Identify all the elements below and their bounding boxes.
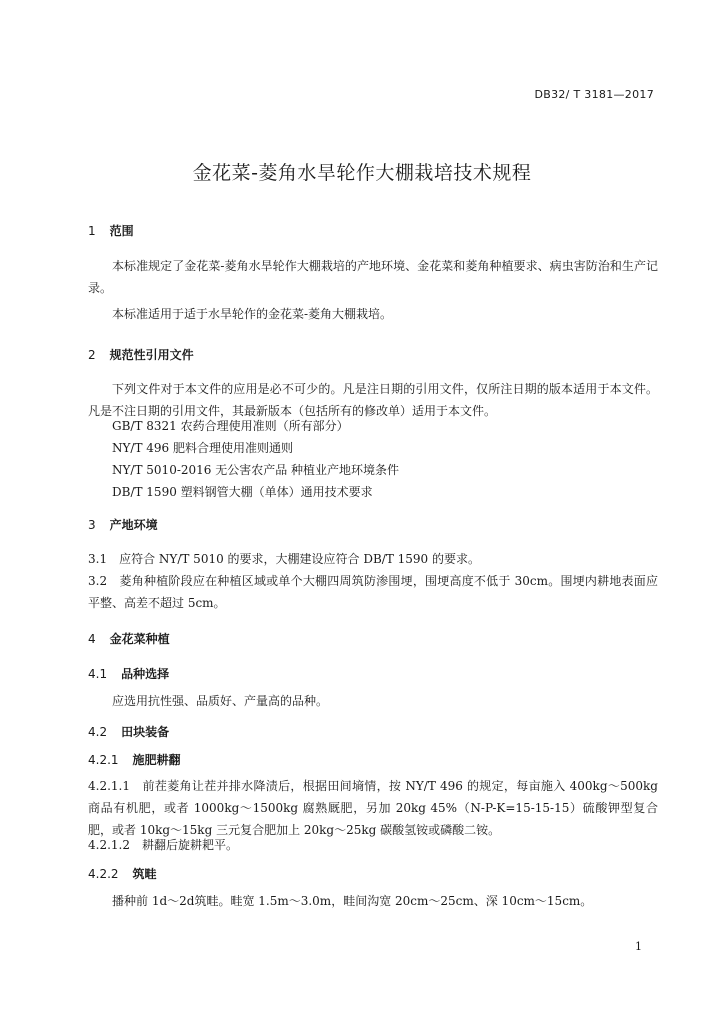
subsection-4-2-2-paragraph: 播种前 1d～2d筑畦。畦宽 1.5m～3.0m，畦间沟宽 20cm～25cm、深 10cm～15cm。: [112, 894, 593, 908]
page-number: 1: [635, 940, 642, 953]
section-2-heading: [88, 346, 194, 363]
subsection-title: 施肥耕翻: [132, 753, 181, 767]
reference-item: NY/T 496 肥料合理使用准则通则: [112, 441, 294, 455]
subsection-4-1-paragraph: 应选用抗性强、品质好、产量高的品种。: [112, 694, 329, 708]
subsection-title: 田块装备: [121, 725, 170, 739]
clause-3-2: 3.2 菱角种植阶段应在种植区域或单个大棚四周筑防渗围埂，围埂高度不低于 30cm。围埂内耕地表面应平整、高差不超过 5cm。: [88, 574, 658, 610]
standard-code: DB32/ T 3181—2017: [534, 88, 654, 101]
section-1-paragraph-2: 本标准适用于适于水旱轮作的金花菜-菱角大棚栽培。: [112, 307, 393, 321]
section-title: 金花菜种植: [109, 632, 170, 646]
subsection-4-2-1-heading: [88, 751, 181, 768]
section-1-paragraph-1: 本标准规定了金花菜-菱角水旱轮作大棚栽培的产地环境、金花菜和菱角种植要求、病虫害防治和生产记录。: [88, 259, 658, 295]
subsection-number: 4.1: [88, 667, 108, 681]
document-title: 金花菜-菱角水旱轮作大棚栽培技术规程: [192, 162, 532, 184]
section-4-heading: [88, 630, 170, 647]
subsection-number: 4.2.1: [88, 753, 119, 767]
clause-4-2-1-1: 4.2.1.1 前茬菱角让茬并排水降渍后，根据田间墒情，按 NY/T 496 的规定，每亩施入 400kg～500kg 商品有机肥，或者 1000kg～1500kg 腐熟厩肥，另加 20kg 45%（N-P-K=15-15-15）硫酸钾型复合肥，或者 10kg～15kg 三元复合肥加上 20kg～25kg 碳酸氢铵或磷酸二铵。: [88, 779, 658, 837]
section-title: 规范性引用文件: [109, 348, 194, 362]
section-1-heading: [88, 222, 134, 239]
section-title: 产地环境: [109, 518, 158, 532]
reference-item: DB/T 1590 塑料钢管大棚（单体）通用技术要求: [112, 485, 373, 499]
section-number: 4: [88, 632, 96, 646]
clause-4-2-1-2: 4.2.1.2 耕翻后旋耕耙平。: [88, 838, 238, 852]
reference-item: GB/T 8321 农药合理使用准则（所有部分）: [112, 419, 349, 433]
section-number: 2: [88, 348, 96, 362]
subsection-4-2-heading: [88, 723, 169, 740]
subsection-number: 4.2.2: [88, 867, 119, 881]
subsection-4-1-heading: [88, 665, 169, 682]
subsection-title: 品种选择: [121, 667, 170, 681]
clause-3-1: 3.1 应符合 NY/T 5010 的要求，大棚建设应符合 DB/T 1590 的要求。: [88, 552, 481, 566]
subsection-title: 筑畦: [132, 867, 157, 881]
section-number: 3: [88, 518, 96, 532]
subsection-4-2-2-heading: [88, 865, 157, 882]
section-2-paragraph-1: 下列文件对于本文件的应用是必不可少的。凡是注日期的引用文件，仅所注日期的版本适用于本文件。凡是不注日期的引用文件，其最新版本（包括所有的修改单）适用于本文件。: [88, 382, 658, 418]
section-number: 1: [88, 224, 96, 238]
reference-item: NY/T 5010-2016 无公害农产品 种植业产地环境条件: [112, 463, 400, 477]
subsection-number: 4.2: [88, 725, 108, 739]
section-3-heading: [88, 516, 158, 533]
section-title: 范围: [109, 224, 134, 238]
